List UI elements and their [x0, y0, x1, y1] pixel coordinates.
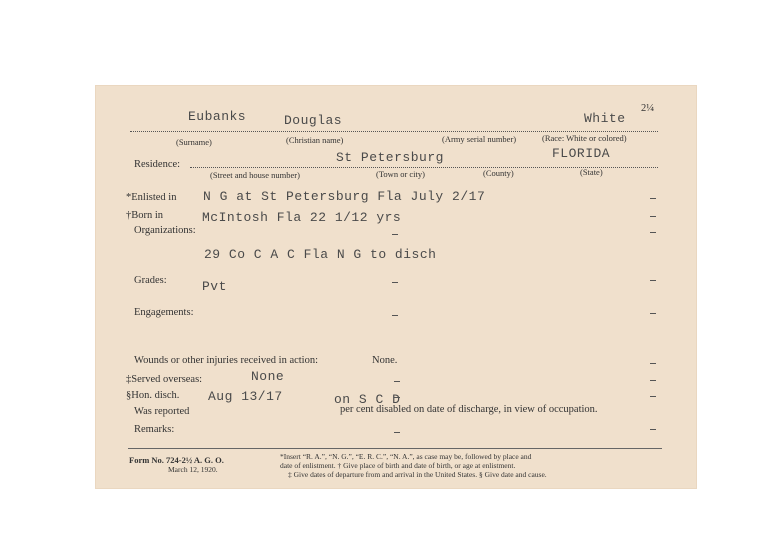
born-dash [650, 216, 656, 217]
engagements-label: Engagements: [134, 307, 194, 318]
engagements-dash-mid [392, 315, 398, 316]
residence-label: Residence: [134, 159, 181, 170]
discharge-date-value: Aug 13/17 [208, 389, 283, 404]
serial-number-value: 2¼ [641, 103, 655, 114]
serial-caption: (Army serial number) [442, 134, 517, 144]
served-overseas-label: ‡Served overseas: [126, 374, 203, 385]
organization-value: 29 Co C A C Fla N G to disch [204, 247, 437, 262]
footnote-line-3: ‡ Give dates of departure from and arrival in the United States. § Give date and cause. [288, 470, 547, 479]
organizations-label: Organizations: [134, 225, 196, 236]
christian-name-value: Douglas [284, 113, 343, 128]
grades-dash [650, 280, 656, 281]
wounds-label: Wounds or other injuries received in action: [134, 355, 319, 366]
served-dash-mid [394, 381, 400, 382]
form-date: March 12, 1920. [168, 465, 218, 474]
surname-caption: (Surname) [176, 137, 212, 147]
born-label: †Born in [126, 210, 164, 221]
born-value: McIntosh Fla 22 1/12 yrs [202, 210, 402, 225]
state-value: FLORIDA [552, 146, 611, 161]
county-caption: (County) [483, 168, 514, 178]
served-overseas-value: None [251, 369, 285, 384]
grade-value: Pvt [202, 279, 227, 294]
name-line [130, 131, 658, 132]
footnote-line-2: date of enlistment. † Give place of birth and date of birth, or age at enlistment. [280, 461, 516, 470]
organizations-dash-mid [392, 234, 398, 235]
town-caption: (Town or city) [376, 169, 425, 179]
engagements-dash [650, 313, 656, 314]
race-caption: (Race: White or colored) [542, 133, 627, 143]
footer-rule [128, 448, 662, 449]
town-value: St Petersburg [336, 150, 444, 165]
race-value: White [584, 111, 626, 126]
enlisted-value: N G at St Petersburg Fla July 2/17 [203, 189, 486, 204]
draft-record-card [96, 86, 696, 488]
discharge-reason-value: on S C D [334, 392, 401, 407]
remarks-label: Remarks: [134, 424, 175, 435]
remarks-dash-mid [394, 432, 400, 433]
was-reported-label: Was reported [134, 406, 190, 417]
served-dash [650, 380, 656, 381]
grades-dash-mid [392, 282, 398, 283]
surname-value: Eubanks [188, 109, 247, 124]
christian-name-caption: (Christian name) [286, 135, 344, 145]
hon-disch-dash [650, 396, 656, 397]
organizations-dash [650, 232, 656, 233]
hon-disch-label: §Hon. disch. [126, 390, 180, 401]
street-caption: (Street and house number) [210, 170, 300, 180]
enlisted-label: *Enlisted in [126, 192, 177, 203]
wounds-dash [650, 363, 656, 364]
wounds-value: None. [372, 355, 398, 366]
form-number: Form No. 724-2½ A. G. O. [129, 455, 224, 465]
grades-label: Grades: [134, 275, 167, 286]
percent-disabled-text: per cent disabled on date of discharge, in view of occupation. [340, 404, 598, 415]
state-caption: (State) [580, 167, 603, 177]
enlisted-dash [650, 198, 656, 199]
footnote-line-1: *Insert “R. A.”, “N. G.”, “E. R. C.”, “N. A.”, as case may be, followed by place and [280, 452, 532, 461]
remarks-dash [650, 429, 656, 430]
hon-disch-dash-mid [394, 397, 400, 398]
